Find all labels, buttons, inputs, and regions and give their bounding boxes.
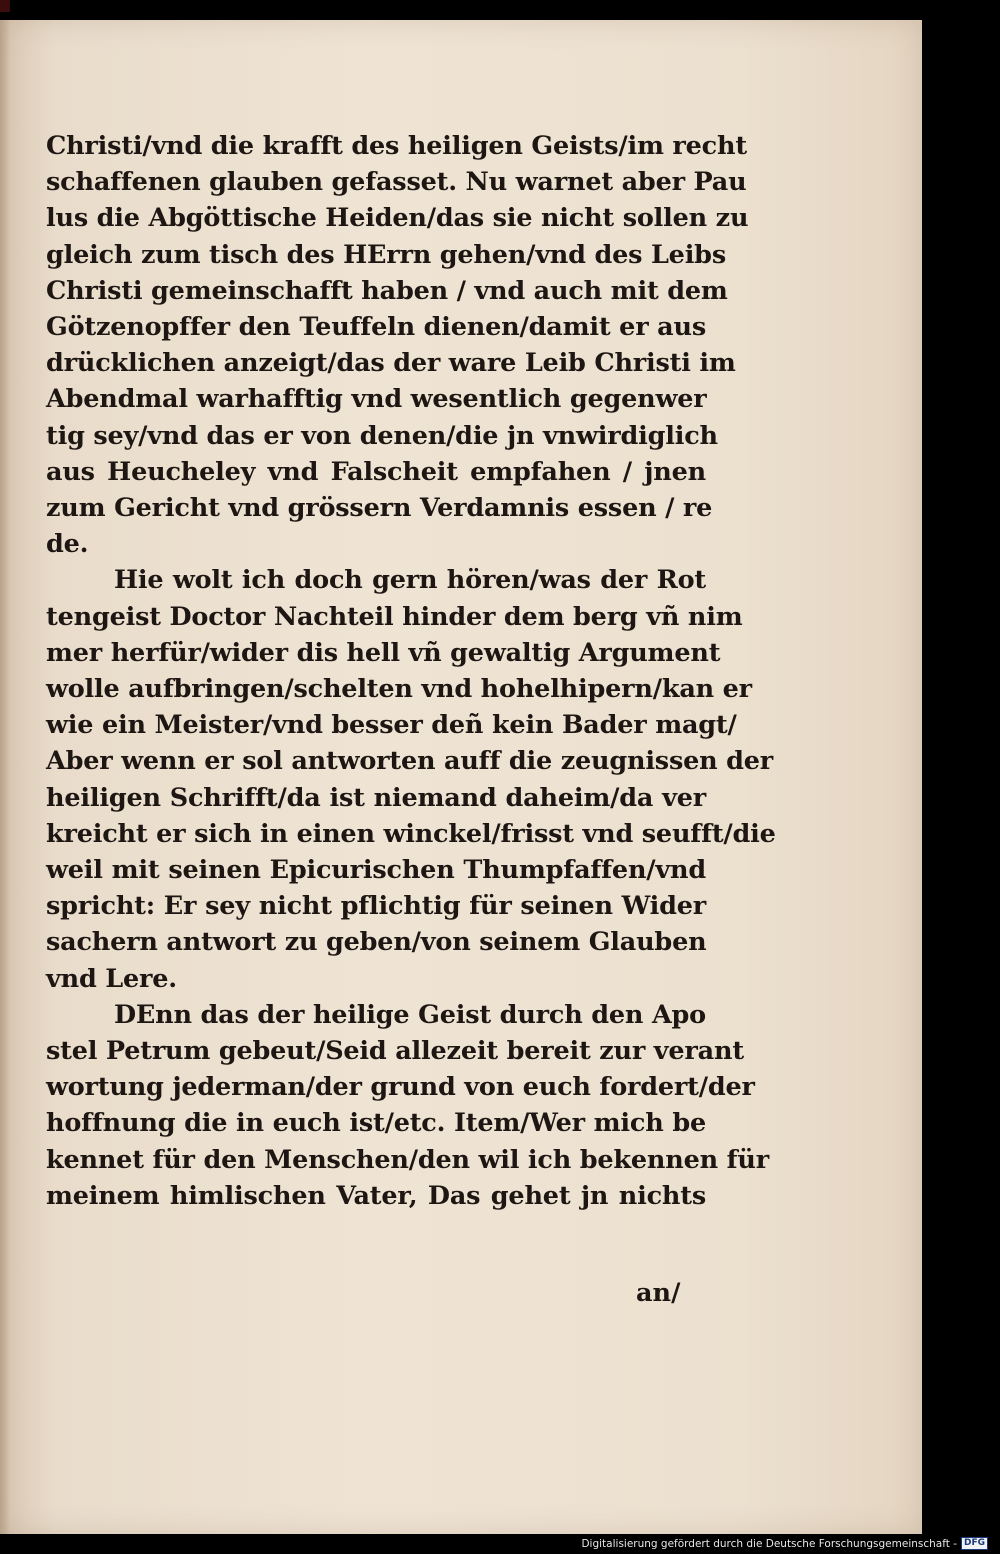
text-line: lus die Abgöttische Heiden/das sie nicht sollen zu xyxy=(46,203,749,234)
text-line: Abendmal warhafftig vnd wesentlich gegenwer xyxy=(46,384,707,415)
scan-corner-mark xyxy=(0,0,10,12)
text-line: Christi/vnd die krafft des heiligen Geists/im recht xyxy=(46,131,747,161)
text-line: Hie wolt ich doch gern hören/was der Rot xyxy=(114,565,706,596)
text-line: sachern antwort zu geben/von seinem Glauben xyxy=(46,927,707,958)
text-line: vnd Lere. xyxy=(46,963,177,994)
digitization-credit xyxy=(581,1537,988,1550)
text-line: DEnn das der heilige Geist durch den Apo xyxy=(114,999,706,1030)
text-line: aus Heucheley vnd Falscheit empfahen / jnen xyxy=(46,456,706,487)
text-line: kreicht er sich in einen winckel/frisst vnd seufft/die xyxy=(46,818,776,849)
page-text-block xyxy=(46,128,776,1214)
text-line: mer herfür/wider dis hell vñ gewaltig Argument xyxy=(46,637,721,668)
text-line: spricht: Er sey nicht pflichtig für seinen Wider xyxy=(46,891,706,922)
text-line: gleich zum tisch des HErrn gehen/vnd des Leibs xyxy=(46,239,726,270)
text-line: tengeist Doctor Nachteil hinder dem berg vñ nim xyxy=(46,601,743,632)
credit-text: Digitalisierung gefördert durch die Deutsche Forschungsgemeinschaft - xyxy=(581,1537,957,1550)
text-line: heiligen Schrifft/da ist niemand daheim/da ver xyxy=(46,782,706,813)
text-line: meinem himlischen Vater, Das gehet jn nichts xyxy=(46,1180,706,1211)
text-line: stel Petrum gebeut/Seid allezeit bereit zur verant xyxy=(46,1036,744,1067)
text-line: Aber wenn er sol antworten auff die zeugnissen der xyxy=(46,746,774,777)
text-line: wortung jederman/der grund von euch fordert/der xyxy=(46,1072,755,1103)
text-line: de. xyxy=(46,529,89,560)
text-line: drücklichen anzeigt/das der ware Leib Christi im xyxy=(46,348,736,379)
text-line: schaffenen glauben gefasset. Nu warnet aber Pau xyxy=(46,167,747,198)
text-line: zum Gericht vnd grössern Verdamnis essen / re xyxy=(46,493,713,524)
text-line: weil mit seinen Epicurischen Thumpfaffen/vnd xyxy=(46,855,706,886)
text-line: kennet für den Menschen/den wil ich bekennen für xyxy=(46,1144,769,1175)
text-line: Götzenopffer den Teuffeln dienen/damit er aus xyxy=(46,312,706,343)
text-line: Christi gemeinschafft haben / vnd auch mit dem xyxy=(46,275,728,306)
text-line: wie ein Meister/vnd besser deñ kein Bader magt/ xyxy=(46,710,737,741)
page-binding-edge xyxy=(0,20,10,1534)
catchword: an/ xyxy=(636,1278,681,1308)
text-line: hoffnung die in euch ist/etc. Item/Wer mich be xyxy=(46,1108,706,1139)
text-line: tig sey/vnd das er von denen/die jn vnwirdiglich xyxy=(46,420,718,451)
book-page xyxy=(0,20,922,1534)
text-line: wolle aufbringen/schelten vnd hohelhipern/kan er xyxy=(46,674,752,705)
dfg-logo: DFG xyxy=(961,1537,988,1550)
